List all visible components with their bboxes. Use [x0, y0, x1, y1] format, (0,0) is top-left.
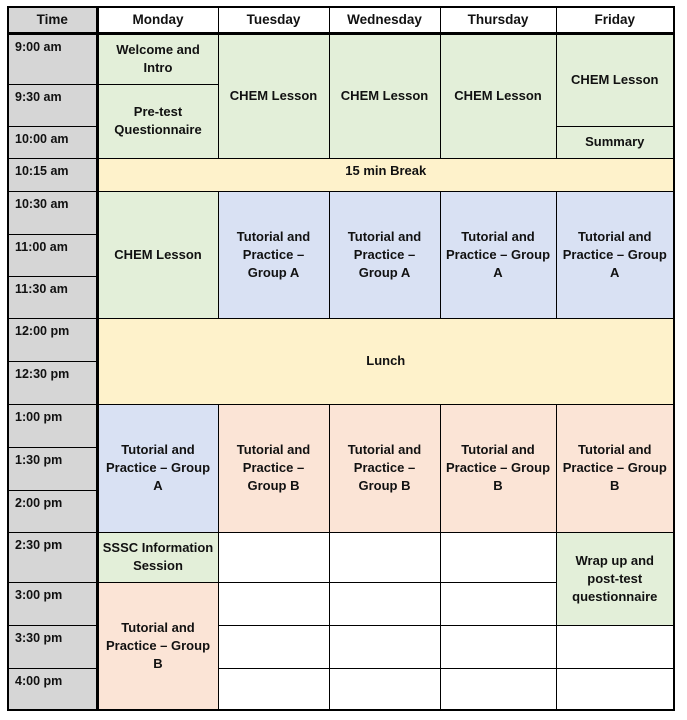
thursday-chem-lesson: CHEM Lesson	[440, 33, 556, 158]
monday-sssc-information-session: SSSC Information Session	[97, 532, 218, 582]
monday-chem-lesson: CHEM Lesson	[97, 191, 218, 318]
time-label: 3:30 pm	[8, 625, 97, 668]
time-label: 10:15 am	[8, 158, 97, 191]
time-label: 11:00 am	[8, 234, 97, 276]
lunch: Lunch	[97, 318, 674, 404]
time-label: 1:30 pm	[8, 447, 97, 490]
row-12-00	[8, 318, 674, 361]
wednesday-chem-lesson: CHEM Lesson	[329, 33, 440, 158]
monday-welcome-intro: Welcome and Intro	[97, 33, 218, 84]
schedule-table	[7, 6, 675, 711]
time-label: 12:00 pm	[8, 318, 97, 361]
empty-cell	[556, 625, 674, 668]
day-header-friday: Friday	[556, 7, 674, 33]
time-label: 2:30 pm	[8, 532, 97, 582]
empty-cell	[329, 532, 440, 582]
thursday-tutorial-group-b: Tutorial and Practice – Group B	[440, 404, 556, 532]
time-label: 2:00 pm	[8, 490, 97, 532]
empty-cell	[218, 668, 329, 710]
header-row	[8, 7, 674, 33]
time-label: 10:30 am	[8, 191, 97, 234]
row-1-00	[8, 404, 674, 447]
day-header-wednesday: Wednesday	[329, 7, 440, 33]
empty-cell	[556, 668, 674, 710]
monday-pretest-questionnaire: Pre-test Questionnaire	[97, 84, 218, 158]
friday-tutorial-group-a: Tutorial and Practice – Group A	[556, 191, 674, 318]
time-label: 3:00 pm	[8, 582, 97, 625]
empty-cell	[218, 582, 329, 625]
wednesday-tutorial-group-a: Tutorial and Practice – Group A	[329, 191, 440, 318]
monday-tutorial-group-a: Tutorial and Practice – Group A	[97, 404, 218, 532]
row-2-30	[8, 532, 674, 582]
time-label: 12:30 pm	[8, 361, 97, 404]
empty-cell	[440, 532, 556, 582]
empty-cell	[218, 625, 329, 668]
wednesday-tutorial-group-b: Tutorial and Practice – Group B	[329, 404, 440, 532]
friday-tutorial-group-b: Tutorial and Practice – Group B	[556, 404, 674, 532]
empty-cell	[329, 668, 440, 710]
empty-cell	[440, 668, 556, 710]
tuesday-tutorial-group-a: Tutorial and Practice – Group A	[218, 191, 329, 318]
day-header-monday: Monday	[97, 7, 218, 33]
time-label: 10:00 am	[8, 126, 97, 158]
row-10-30	[8, 191, 674, 234]
row-10-15	[8, 158, 674, 191]
empty-cell	[440, 582, 556, 625]
time-label: 1:00 pm	[8, 404, 97, 447]
time-label: 9:00 am	[8, 33, 97, 84]
time-label: 9:30 am	[8, 84, 97, 126]
time-column-header: Time	[8, 7, 97, 33]
tuesday-chem-lesson: CHEM Lesson	[218, 33, 329, 158]
row-9-00	[8, 33, 674, 84]
tuesday-tutorial-group-b: Tutorial and Practice – Group B	[218, 404, 329, 532]
friday-wrap-up-post-test: Wrap up and post-test questionnaire	[556, 532, 674, 625]
monday-tutorial-group-b: Tutorial and Practice – Group B	[97, 582, 218, 710]
time-label: 4:00 pm	[8, 668, 97, 710]
empty-cell	[218, 532, 329, 582]
empty-cell	[440, 625, 556, 668]
break-15-min: 15 min Break	[97, 158, 674, 191]
friday-summary: Summary	[556, 126, 674, 158]
day-header-thursday: Thursday	[440, 7, 556, 33]
day-header-tuesday: Tuesday	[218, 7, 329, 33]
thursday-tutorial-group-a: Tutorial and Practice – Group A	[440, 191, 556, 318]
friday-chem-lesson: CHEM Lesson	[556, 33, 674, 126]
time-label: 11:30 am	[8, 276, 97, 318]
empty-cell	[329, 625, 440, 668]
empty-cell	[329, 582, 440, 625]
